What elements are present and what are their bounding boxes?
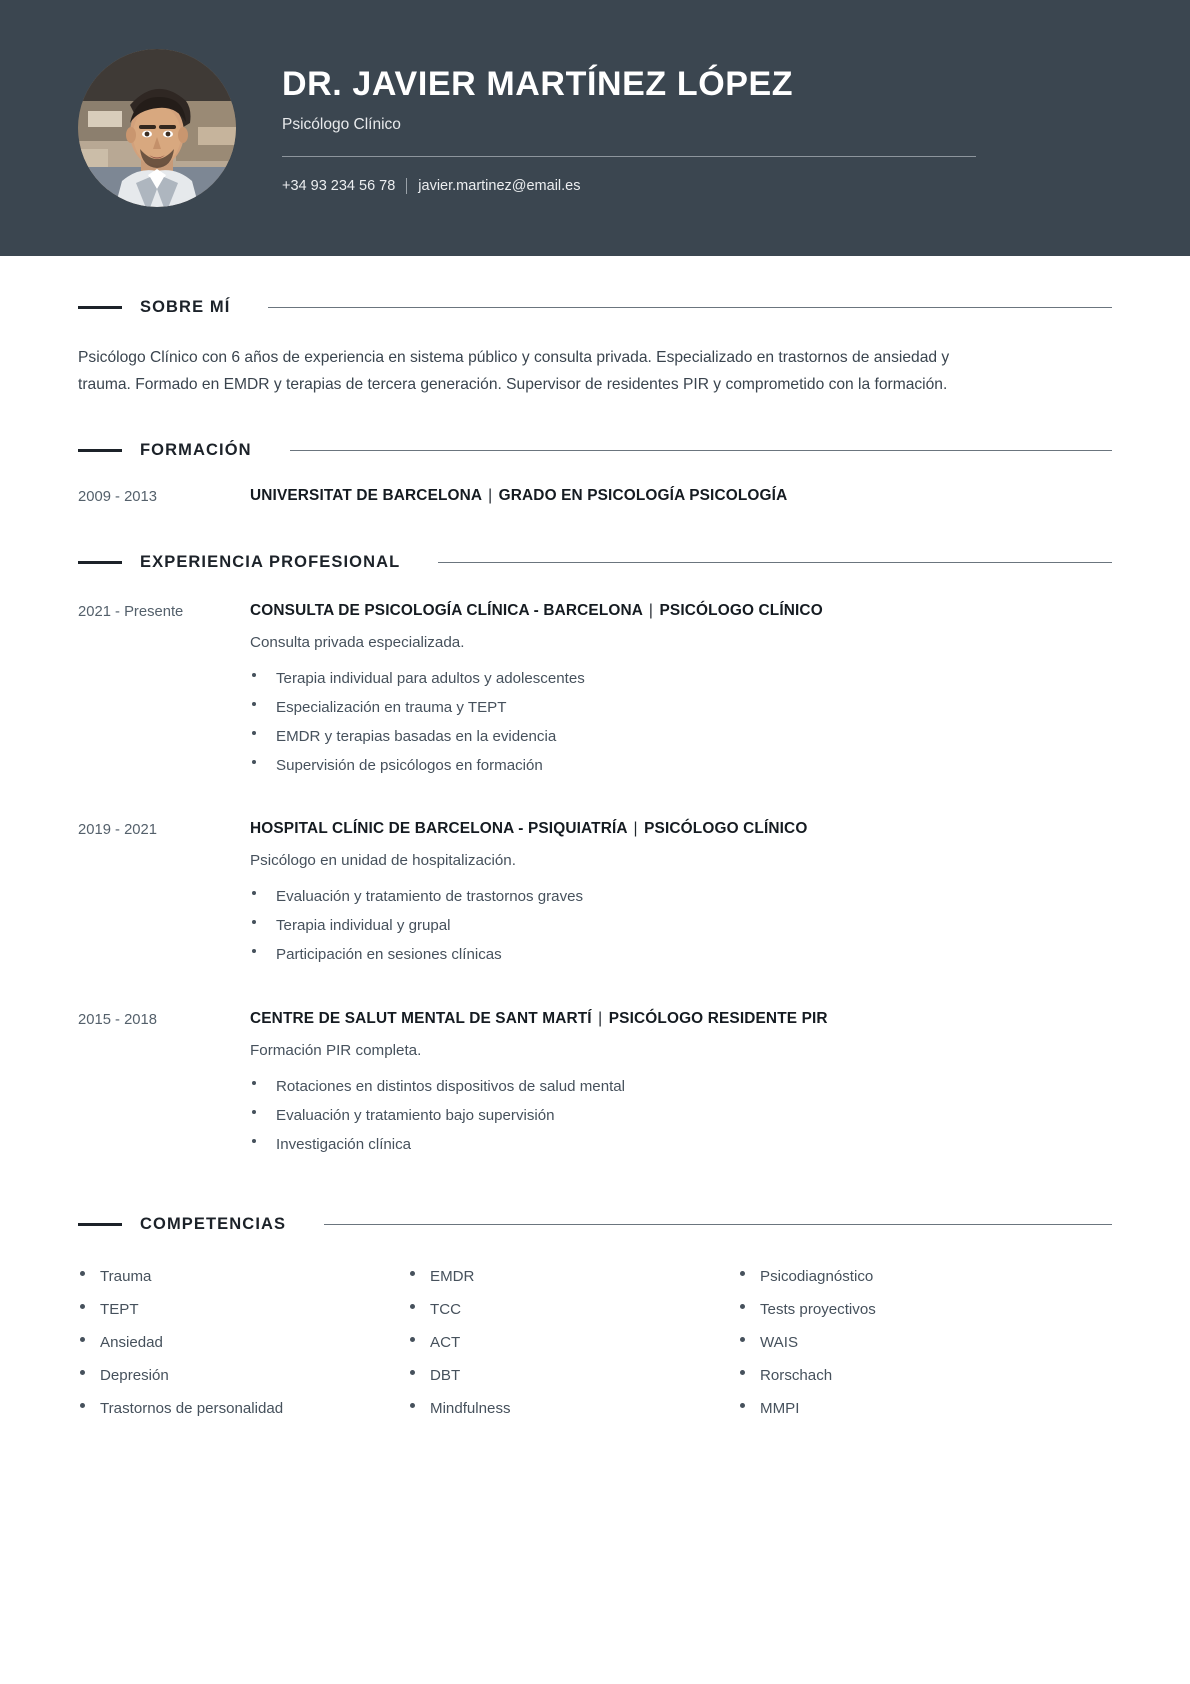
education-entry-title [250,487,1112,505]
skill-label: Trauma [100,1267,152,1285]
experience-description: Consulta privada especializada. [250,633,465,651]
section-heading-about [78,298,1112,317]
skill-item [78,1326,408,1359]
bullet-dot-icon [410,1271,415,1276]
skill-label: Mindfulness [430,1399,511,1417]
contact-separator [406,178,407,194]
section-skills [78,1159,1112,1425]
experience-entry-title [250,1010,1112,1028]
skill-label: Depresión [100,1366,169,1384]
experience-description: Formación PIR completa. [250,1041,422,1059]
experience-entry-title [250,820,1112,838]
bullet-text: EMDR y terapias basadas en la evidencia [276,727,557,745]
skill-item [78,1392,408,1425]
education-institution: UNIVERSITAT DE BARCELONA [250,486,482,504]
list-item [250,722,1112,751]
section-rule [438,562,1112,563]
skill-label: Ansiedad [100,1333,163,1351]
skill-item [408,1293,738,1326]
resume-body [0,256,1190,1425]
bullet-text: Investigación clínica [276,1135,412,1153]
experience-role: PSICÓLOGO CLÍNICO [659,601,823,619]
education-degree: GRADO EN PSICOLOGÍA PSICOLOGÍA [498,486,788,504]
bullet-dot-icon [740,1370,745,1375]
experience-separator: | [633,820,638,838]
bullet-dot-icon [740,1403,745,1408]
contact-line [282,178,982,194]
experience-entry-title [250,602,1112,620]
bullet-dot-icon [252,760,256,764]
bullet-text: Terapia individual y grupal [276,917,451,935]
experience-entry-main [250,602,1112,781]
bullet-dot-icon [410,1337,415,1342]
experience-bullet-list [250,882,1112,969]
section-title-skills: COMPETENCIAS [140,1214,287,1233]
skill-label: TCC [430,1300,462,1318]
bullet-text: Supervisión de psicólogos en formación [276,757,543,774]
bullet-dot-icon [252,949,256,953]
list-item [250,1072,1112,1101]
skill-item [408,1326,738,1359]
skill-label: MMPI [760,1399,800,1417]
skill-item [408,1392,738,1425]
skill-item [738,1260,1112,1293]
list-item [250,940,1112,969]
section-dash-icon [78,561,122,564]
skill-label: Tests proyectivos [760,1300,876,1318]
list-item [250,882,1112,911]
skill-item [78,1359,408,1392]
experience-entry-date: 2015 - 2018 [78,1011,157,1028]
bullet-dot-icon [80,1403,85,1408]
skills-grid [78,1260,1112,1425]
section-heading-skills [78,1215,1112,1234]
skill-item [78,1260,408,1293]
bullet-dot-icon [80,1337,85,1342]
bullet-text: Rotaciones en distintos dispositivos de salud mental [276,1077,626,1095]
experience-organization: CENTRE DE SALUT MENTAL DE SANT MARTÍ [250,1009,592,1027]
section-title-education: FORMACIÓN [140,440,252,459]
bullet-dot-icon [410,1370,415,1375]
experience-bullet-list [250,664,1112,781]
about-paragraph: Psicólogo Clínico con 6 años de experiencia en sistema público y consulta privada. Especializado en trastornos de ansiedad y trauma. Formado en EMDR y terapias de tercera generación. Supervisor de residentes PIR y comprometido con la formación. [78,349,950,393]
experience-bullet-list [250,1072,1112,1159]
list-item [250,751,1112,780]
bullet-dot-icon [252,891,256,895]
section-rule [290,450,1112,451]
skill-item [738,1293,1112,1326]
skill-label: Psicodiagnóstico [760,1267,874,1285]
section-experience [78,505,1112,1159]
bullet-dot-icon [80,1304,85,1309]
bullet-dot-icon [252,920,256,924]
skill-item [738,1392,1112,1425]
experience-entry-main [250,820,1112,969]
skill-label: ACT [430,1333,461,1351]
bullet-text: Especialización en trauma y TEPT [276,698,507,716]
skill-label: EMDR [430,1267,475,1285]
experience-entry [78,1010,1112,1159]
bullet-dot-icon [252,1139,256,1143]
list-item [250,911,1112,940]
skill-item [408,1260,738,1293]
avatar [78,49,236,207]
skill-label: DBT [430,1366,461,1384]
education-entry-main [250,487,1112,505]
bullet-dot-icon [252,673,256,677]
bullet-dot-icon [80,1370,85,1375]
education-separator: | [488,486,493,504]
bullet-text: Evaluación y tratamiento bajo supervisión [276,1106,555,1124]
section-rule [268,307,1112,308]
skill-label: WAIS [760,1333,799,1351]
phone-text: +34 93 234 56 78 [282,178,396,195]
bullet-text: Terapia individual para adultos y adolescentes [276,669,585,687]
bullet-dot-icon [252,1110,256,1114]
section-dash-icon [78,449,122,452]
section-dash-icon [78,1223,122,1226]
bullet-dot-icon [80,1271,85,1276]
section-heading-experience [78,553,1112,572]
experience-entry-date: 2021 - Presente [78,603,184,620]
bullet-dot-icon [410,1304,415,1309]
section-about [78,256,1112,399]
experience-organization: CONSULTA DE PSICOLOGÍA CLÍNICA - BARCELONA [250,601,643,619]
skill-item [738,1359,1112,1392]
experience-entry [78,820,1112,969]
skill-item [408,1359,738,1392]
bullet-dot-icon [740,1271,745,1276]
skill-item [738,1326,1112,1359]
list-item [250,693,1112,722]
experience-separator: | [648,601,654,619]
section-education [78,399,1112,505]
experience-role: PSICÓLOGO RESIDENTE PIR [608,1009,828,1027]
list-item [250,1130,1112,1159]
section-rule [324,1224,1112,1225]
section-title-experience: EXPERIENCIA PROFESIONAL [140,552,401,571]
experience-description: Psicólogo en unidad de hospitalización. [250,852,516,870]
experience-entry [78,602,1112,781]
header-text-block [282,62,982,194]
section-dash-icon [78,306,122,309]
experience-entry-date: 2019 - 2021 [78,822,157,839]
page-title: DR. JAVIER MARTÍNEZ LÓPEZ [282,64,794,103]
bullet-dot-icon [410,1403,415,1408]
bullet-dot-icon [740,1304,745,1309]
skill-label: TEPT [100,1300,139,1318]
bullet-dot-icon [740,1337,745,1342]
education-entry-date: 2009 - 2013 [78,488,157,505]
section-title-about: SOBRE MÍ [140,298,231,316]
education-entry [78,487,1112,505]
header-job-title: Psicólogo Clínico [282,116,401,134]
experience-separator: | [598,1009,603,1027]
section-heading-education [78,441,1112,460]
bullet-dot-icon [252,1081,256,1085]
bullet-text: Participación en sesiones clínicas [276,946,502,964]
skill-item [78,1293,408,1326]
bullet-dot-icon [252,731,256,735]
experience-role: PSICÓLOGO CLÍNICO [644,820,808,838]
bullet-dot-icon [252,702,256,706]
skill-label: Trastornos de personalidad [100,1399,284,1417]
skill-label: Rorschach [760,1366,833,1384]
list-item [250,664,1112,693]
experience-entry-main [250,1010,1112,1159]
header-divider [282,156,976,157]
email-text: javier.martinez@email.es [418,178,581,195]
list-item [250,1101,1112,1130]
experience-organization: HOSPITAL CLÍNIC DE BARCELONA - PSIQUIATRÍA [250,820,628,838]
bullet-text: Evaluación y tratamiento de trastornos graves [276,888,584,906]
avatar-photo-icon [78,49,236,207]
resume-header [0,0,1190,256]
